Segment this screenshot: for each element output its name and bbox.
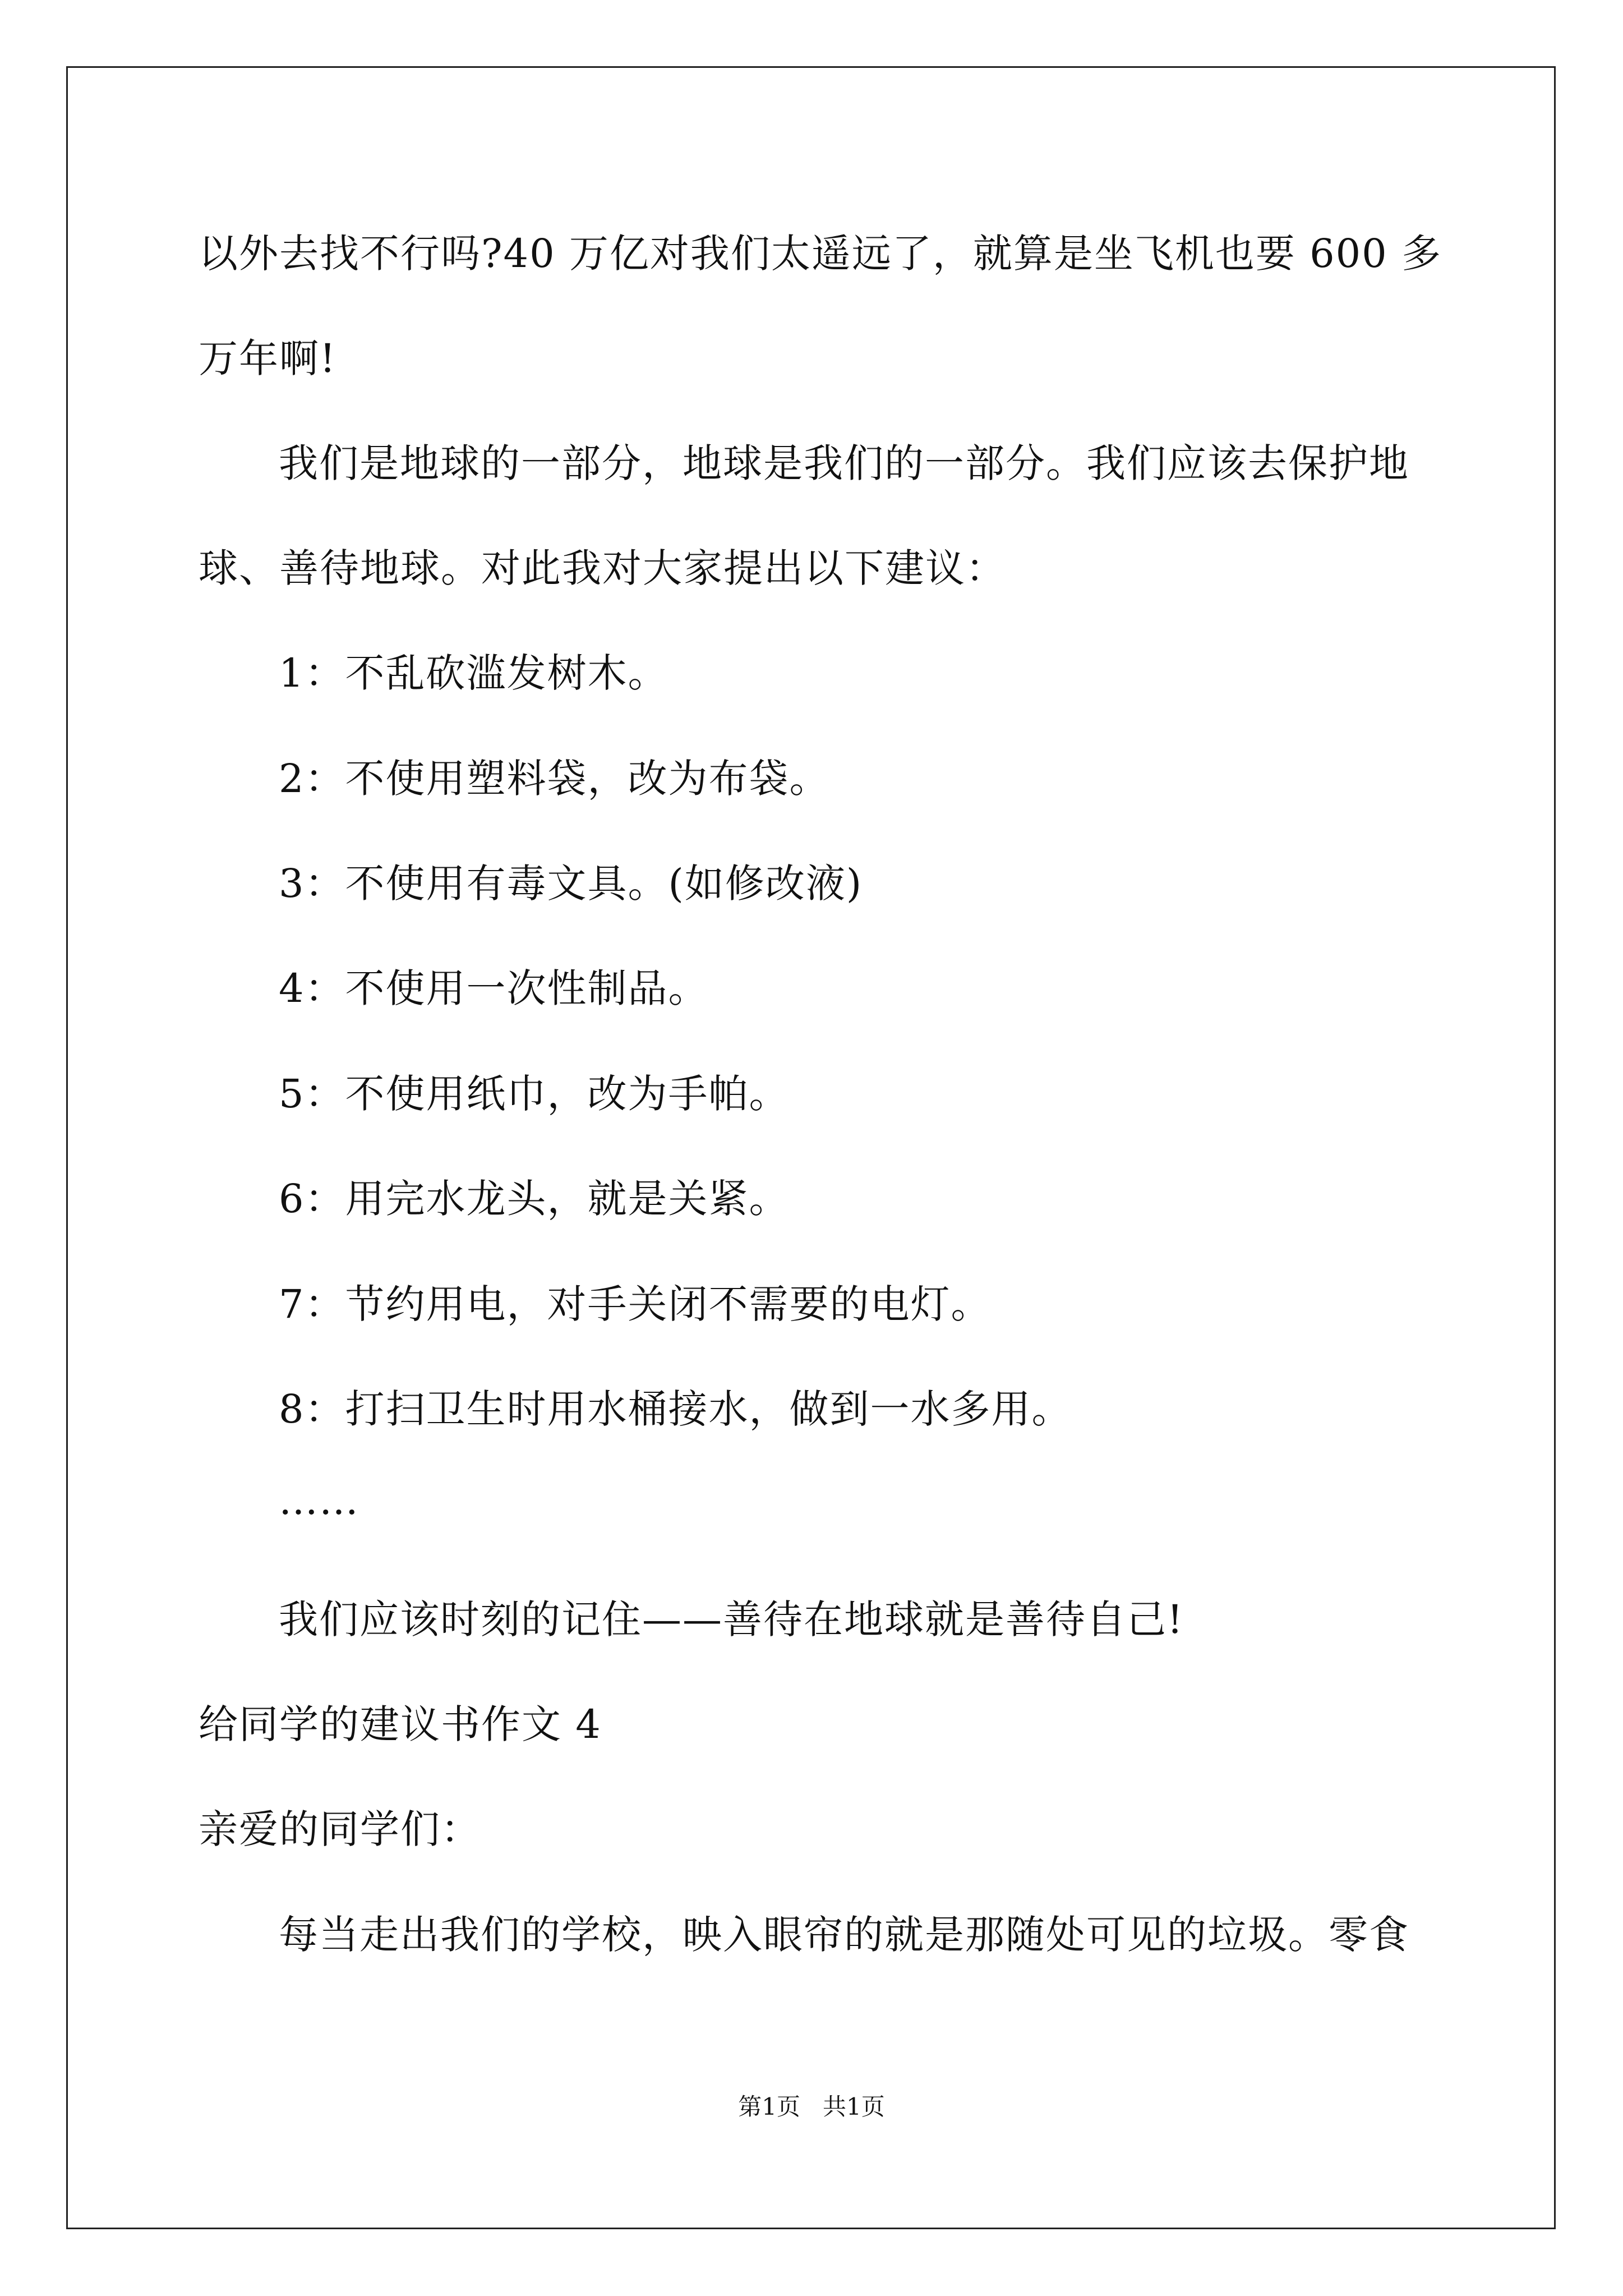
- list-item: 2：不使用塑料袋，改为布袋。: [279, 756, 830, 802]
- list-item: 5：不使用纸巾，改为手帕。: [279, 1071, 790, 1117]
- list-item: 8：打扫卫生时用水桶接水，做到一水多用。: [279, 1386, 1072, 1432]
- list-item: 4：不使用一次性制品。: [279, 965, 709, 1011]
- text-line: 以外去找不行吗?40 万亿对我们太遥远了，就算是坐飞机也要 600 多: [199, 231, 1442, 277]
- text-line: 球、善待地球。对此我对大家提出以下建议：: [199, 545, 1006, 591]
- text-line: 万年啊!: [199, 335, 337, 381]
- list-item: 7：节约用电，对手关闭不需要的电灯。: [279, 1281, 992, 1327]
- salutation: 亲爱的同学们：: [199, 1806, 481, 1852]
- text-line: 我们是地球的一部分，地球是我们的一部分。我们应该去保护地: [279, 440, 1409, 486]
- section-heading: 给同学的建议书作文 4: [199, 1701, 602, 1747]
- page-footer: 第1页 共1页: [738, 2093, 885, 2120]
- text-line: 每当走出我们的学校，映入眼帘的就是那随处可见的垃圾。零食: [279, 1912, 1409, 1958]
- list-item: 6：用完水龙头，就是关紧。: [279, 1176, 790, 1222]
- ellipsis-line: ……: [279, 1478, 359, 1524]
- page-border: [66, 66, 1556, 2229]
- list-item: 1：不乱砍滥发树木。: [279, 650, 668, 696]
- list-item: 3：不使用有毒文具。(如修改液): [279, 861, 863, 907]
- text-line: 我们应该时刻的记住——善待在地球就是善待自己!: [279, 1596, 1184, 1642]
